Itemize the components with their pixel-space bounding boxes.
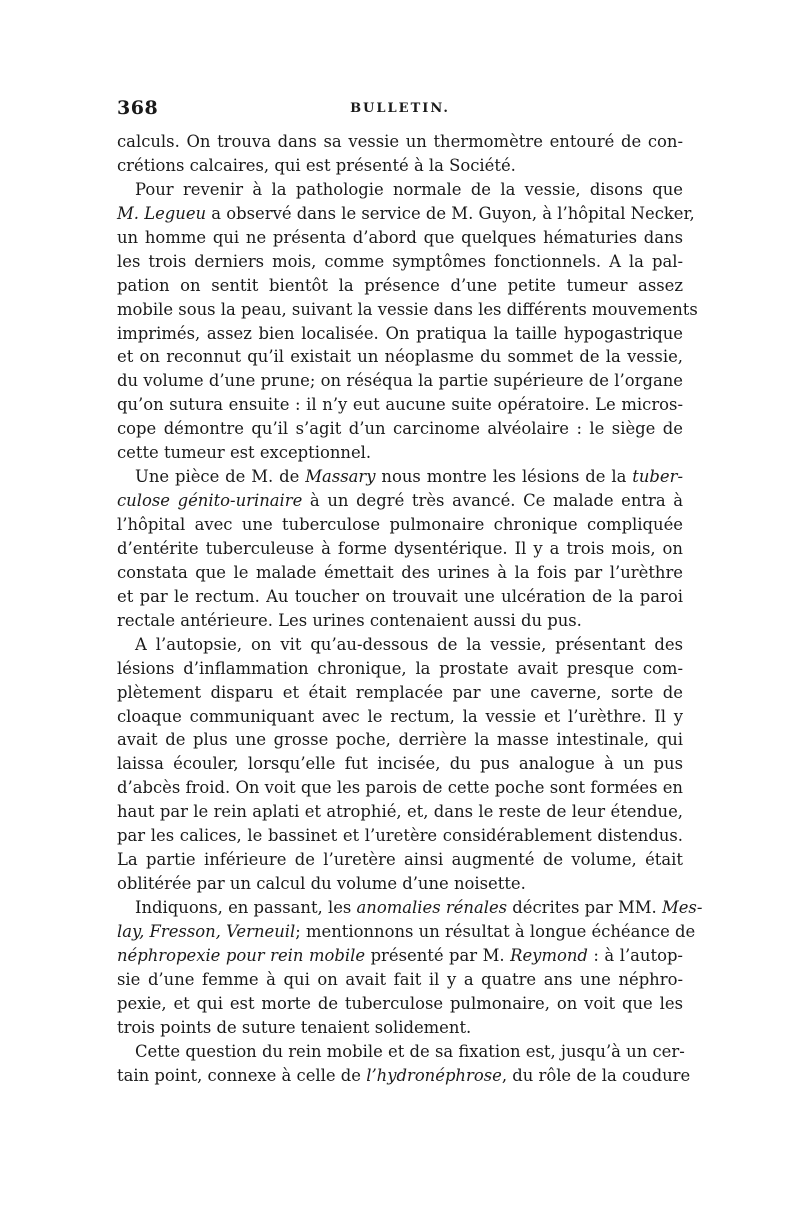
running-title: BULLETIN. [350,101,450,116]
text-line: constata que le malade émettait des urines à la fois par l’urèthre [117,562,683,582]
text-line: pation on sentit bientôt la présence d’une petite tumeur assez [117,275,683,295]
page-number: 368 [117,97,159,119]
text-line: cette tumeur est exceptionnel. [117,443,372,463]
text-line: oblitérée par un calcul du volume d’une noisette. [117,874,526,894]
text-line: A l’autopsie, on vit qu’au-dessous de la vessie, présentant des [135,634,683,654]
text-line: du volume d’une prune; on réséqua la partie supérieure de l’organe [117,371,683,391]
text-line: et on reconnut qu’il existait un néoplasme du sommet de la vessie, [117,347,683,367]
text-line: d’abcès froid. On voit que les parois de cette poche sont formées en [117,778,683,798]
text-line: imprimés, assez bien localisée. On pratiqua la taille hypogastrique [117,323,683,343]
text-line: pexie, et qui est morte de tuberculose pulmonaire, on voit que les [117,993,683,1013]
text-line: d’entérite tuberculeuse à forme dysentérique. Il y a trois mois, on [117,538,683,558]
text-line: lésions d’inflammation chronique, la prostate avait presque com- [117,658,683,678]
text-line: mobile sous la peau, suivant la vessie dans les différents mouvements [117,299,698,319]
text-line: Pour revenir à la pathologie normale de la vessie, disons que [135,179,683,199]
page-header [117,97,683,121]
text-line: un homme qui ne présenta d’abord que quelques hématuries dans [117,227,683,247]
text-line: sie d’une femme à qui on avait fait il y a quatre ans une néphro- [117,969,683,989]
text-line: néphropexie pour rein mobile présenté par M. Reymond : à l’autop- [117,945,683,965]
text-line: l’hôpital avec une tuberculose pulmonaire chronique compliquée [117,515,683,534]
text-line: culose génito-urinaire à un degré très avancé. Ce malade entra à [117,491,684,511]
text-line: Indiquons, en passant, les anomalies rénales décrites par MM. Mes- [135,898,703,917]
text-line: et par le rectum. Au toucher on trouvait une ulcération de la paroi [117,586,683,606]
text-line: par les calices, le bassinet et l’uretère considérablement distendus. [117,826,683,846]
text-line: Une pièce de M. de Massary nous montre les lésions de la tuber- [135,467,683,487]
text-line: qu’on sutura ensuite : il n’y eut aucune suite opératoire. Le micros- [117,395,683,415]
text-line: crétions calcaires, qui est présenté à la Société. [117,155,516,175]
text-line: plètement disparu et était remplacée par une caverne, sorte de [117,682,683,702]
text-line: tain point, connexe à celle de l’hydronéphrose, du rôle de la coudure [117,1065,691,1085]
text-line: La partie inférieure de l’uretère ainsi augmenté de volume, était [117,850,683,870]
text-line: rectale antérieure. Les urines contenaient aussi du pus. [117,610,582,630]
text-line: laissa écouler, lorsqu’elle fut incisée, du pus analogue à un pus [117,754,683,774]
text-line: trois points de suture tenaient solidement. [117,1017,472,1037]
body-text [117,130,703,1088]
text-line: avait de plus une grosse poche, derrière la masse intestinale, qui [117,730,683,750]
text-line: calculs. On trouva dans sa vessie un thermomètre entouré de con- [117,132,683,151]
text-line: cope démontre qu’il s’agit d’un carcinome alvéolaire : le siège de [117,419,683,439]
text-line: Cette question du rein mobile et de sa fixation est, jusqu’à un cer- [135,1041,685,1061]
text-line: les trois derniers mois, comme symptômes fonctionnels. A la pal- [117,251,683,271]
text-line: lay, Fresson, Verneuil; mentionnons un résultat à longue échéance de [117,921,696,941]
text-line: M. Legueu a observé dans le service de M. Guyon, à l’hôpital Necker, [117,203,695,223]
text-line: cloaque communiquant avec le rectum, la vessie et l’urèthre. Il y [117,706,683,726]
text-line: haut par le rein aplati et atrophié, et, dans le reste de leur étendue, [117,802,683,822]
